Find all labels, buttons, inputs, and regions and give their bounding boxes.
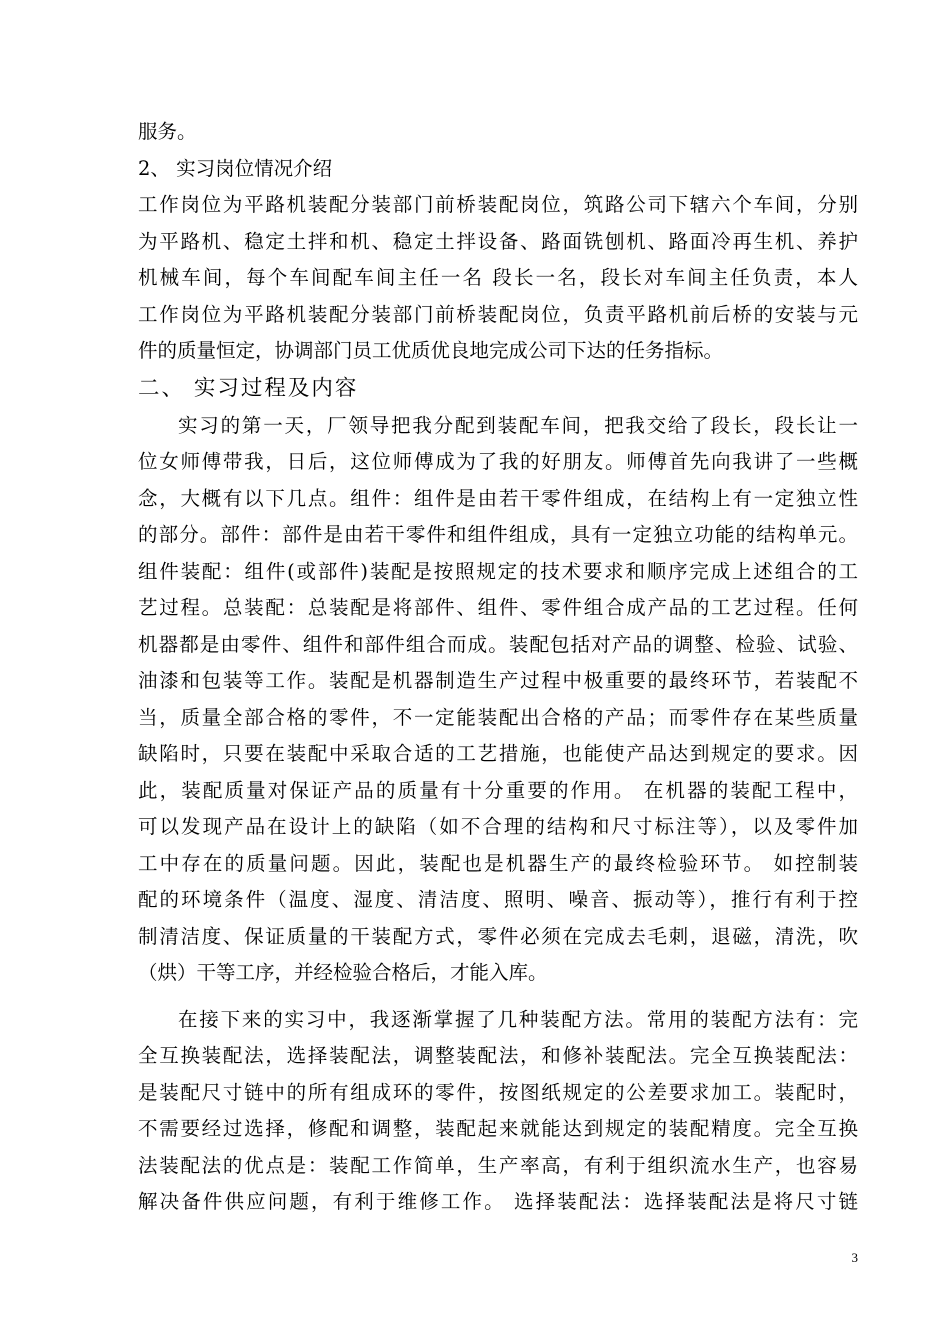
- text-line: 缺陷时，只要在装配中采取合适的工艺措施，也能使产品达到规定的要求。因: [138, 742, 858, 765]
- paragraph-2: [138, 1002, 858, 1221]
- text-line: 位女师傅带我，日后，这位师傅成为了我的好朋友。师傅首先向我讲了一些概: [138, 450, 858, 473]
- paragraph-1: [138, 408, 858, 992]
- text-line: 机器都是由零件、组件和部件组合而成。装配包括对产品的调整、检验、试验、: [138, 632, 858, 656]
- text-line: 制清洁度、保证质量的干装配方式，零件必须在完成去毛刺，退磁，清洗，吹: [138, 924, 858, 948]
- text-line: 件的质量恒定，协调部门员工优质优良地完成公司下达的任务指标。: [138, 339, 724, 362]
- text-line: 配的环境条件（温度、湿度、清洁度、照明、噪音、振动等），推行有利于控: [138, 888, 858, 911]
- text-line: 实习的第一天，厂领导把我分配到装配车间，把我交给了段长，段长让一: [178, 413, 858, 437]
- page-body: [138, 114, 858, 1221]
- section-2-body: [138, 187, 858, 370]
- text-line: 油漆和包装等工作。装配是机器制造生产过程中极重要的最终环节，若装配不: [138, 669, 858, 692]
- text-line: 可以发现产品在设计上的缺陷（如不合理的结构和尺寸标注等），以及零件加: [138, 815, 858, 838]
- text-line: （烘）干等工序，并经检验合格后，才能入库。: [138, 961, 548, 984]
- continuation-line: 服务。: [138, 120, 197, 143]
- text-line: 工作岗位为平路机装配分装部门前桥装配岗位，筑路公司下辖六个车间，分别: [138, 193, 858, 216]
- text-line: 是装配尺寸链中的所有组成环的零件，按图纸规定的公差要求加工。装配时，: [138, 1080, 858, 1104]
- text-line: 全互换装配法，选择装配法，调整装配法，和修补装配法。完全互换装配法：: [138, 1044, 858, 1067]
- text-line: 机械车间，每个车间配车间主任一名 段长一名，段长对车间主任负责，本人: [138, 266, 858, 289]
- heading-2: 二、 实习过程及内容: [138, 375, 359, 401]
- text-line: 为平路机、稳定土拌和机、稳定土拌设备、路面铣刨机、路面冷再生机、养护: [138, 229, 858, 253]
- text-line: 念，大概有以下几点。组件：组件是由若干零件组成，在结构上有一定独立性: [138, 486, 858, 510]
- text-line: 工作岗位为平路机装配分装部门前桥装配岗位，负责平路机前后桥的安装与元: [138, 302, 858, 326]
- section-2-title: 2、 实习岗位情况介绍: [138, 156, 333, 180]
- paragraph-gap: [138, 992, 858, 1002]
- text-line: 不需要经过选择，修配和调整，装配起来就能达到规定的装配精度。完全互换: [138, 1117, 858, 1140]
- text-line: 艺过程。总装配：总装配是将部件、组件、零件组合成产品的工艺过程。任何: [138, 596, 858, 619]
- page-number: 3: [851, 1250, 858, 1265]
- text-line: 此，装配质量对保证产品的质量有十分重要的作用。 在机器的装配工程中，: [138, 778, 858, 802]
- text-line: 当，质量全部合格的零件，不一定能装配出合格的产品；而零件存在某些质量: [138, 705, 858, 729]
- text-line: 解决备件供应问题，有利于维修工作。 选择装配法：选择装配法是将尺寸链: [138, 1190, 858, 1213]
- text-line: 组件装配：组件(或部件)装配是按照规定的技术要求和顺序完成上述组合的工: [138, 559, 858, 583]
- text-line: 在接下来的实习中，我逐渐掌握了几种装配方法。常用的装配方法有：完: [178, 1007, 858, 1031]
- text-line: 法装配法的优点是：装配工作简单，生产率高，有利于组织流水生产，也容易: [138, 1153, 858, 1177]
- text-line: 的部分。部件：部件是由若干零件和组件组成，具有一定独立功能的结构单元。: [138, 523, 858, 546]
- text-line: 工中存在的质量问题。因此，装配也是机器生产的最终检验环节。 如控制装: [138, 851, 858, 875]
